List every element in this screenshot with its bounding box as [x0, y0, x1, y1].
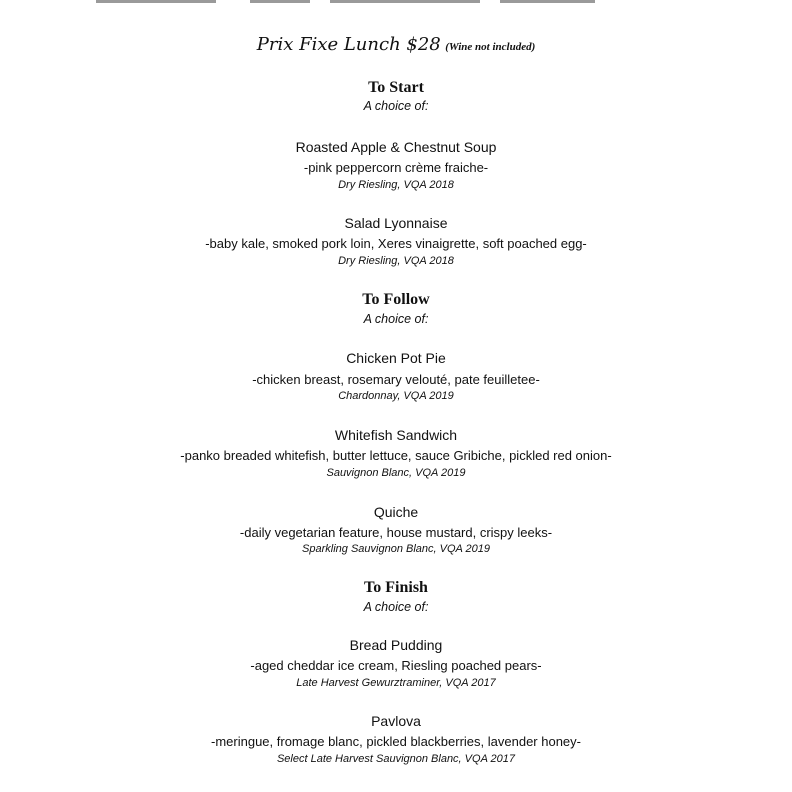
clipped-text-fragment [0, 0, 792, 3]
wine-pairing: Select Late Harvest Sauvignon Blanc, VQA 2017 [276, 753, 516, 765]
wine-pairing: Sauvignon Blanc, VQA 2019 [326, 467, 466, 479]
section-choice-start: A choice of: [363, 99, 429, 113]
section-choice-finish: A choice of: [363, 600, 429, 614]
dish-name: Bread Pudding [349, 637, 443, 653]
wine-pairing: Chardonnay, VQA 2019 [338, 390, 454, 402]
menu-title-line [0, 34, 792, 55]
wine-pairing: Late Harvest Gewurztraminer, VQA 2017 [296, 677, 496, 689]
section-choice-follow: A choice of: [363, 312, 429, 326]
wine-note: (Wine not included) [445, 41, 536, 53]
dish-name: Salad Lyonnaise [344, 215, 448, 231]
wine-pairing: Dry Riesling, VQA 2018 [338, 179, 454, 191]
menu-title: Prix Fixe Lunch $28 [256, 34, 441, 55]
dish-description: -chicken breast, rosemary velouté, pate feuilletee- [252, 372, 540, 387]
dish-name: Chicken Pot Pie [346, 350, 446, 366]
dish-description: -baby kale, smoked pork loin, Xeres vinaigrette, soft poached egg- [205, 236, 587, 251]
dish-description: -daily vegetarian feature, house mustard, crispy leeks- [239, 525, 553, 540]
dish-name: Quiche [373, 504, 419, 520]
dish-description: -panko breaded whitefish, butter lettuce, sauce Gribiche, pickled red onion- [180, 448, 612, 463]
dish-description: -aged cheddar ice cream, Riesling poached pears- [250, 658, 542, 673]
wine-pairing: Dry Riesling, VQA 2018 [338, 255, 454, 267]
dish-description: -pink peppercorn crème fraiche- [303, 160, 489, 175]
wine-pairing: Sparkling Sauvignon Blanc, VQA 2019 [302, 543, 490, 555]
dish-name: Roasted Apple & Chestnut Soup [295, 139, 497, 155]
dish-name: Whitefish Sandwich [334, 427, 458, 443]
section-heading-follow: To Follow [362, 291, 430, 308]
dish-name: Pavlova [371, 713, 421, 729]
section-heading-finish: To Finish [364, 579, 428, 596]
section-heading-start: To Start [368, 79, 424, 96]
dish-description: -meringue, fromage blanc, pickled blackberries, lavender honey- [211, 734, 581, 749]
